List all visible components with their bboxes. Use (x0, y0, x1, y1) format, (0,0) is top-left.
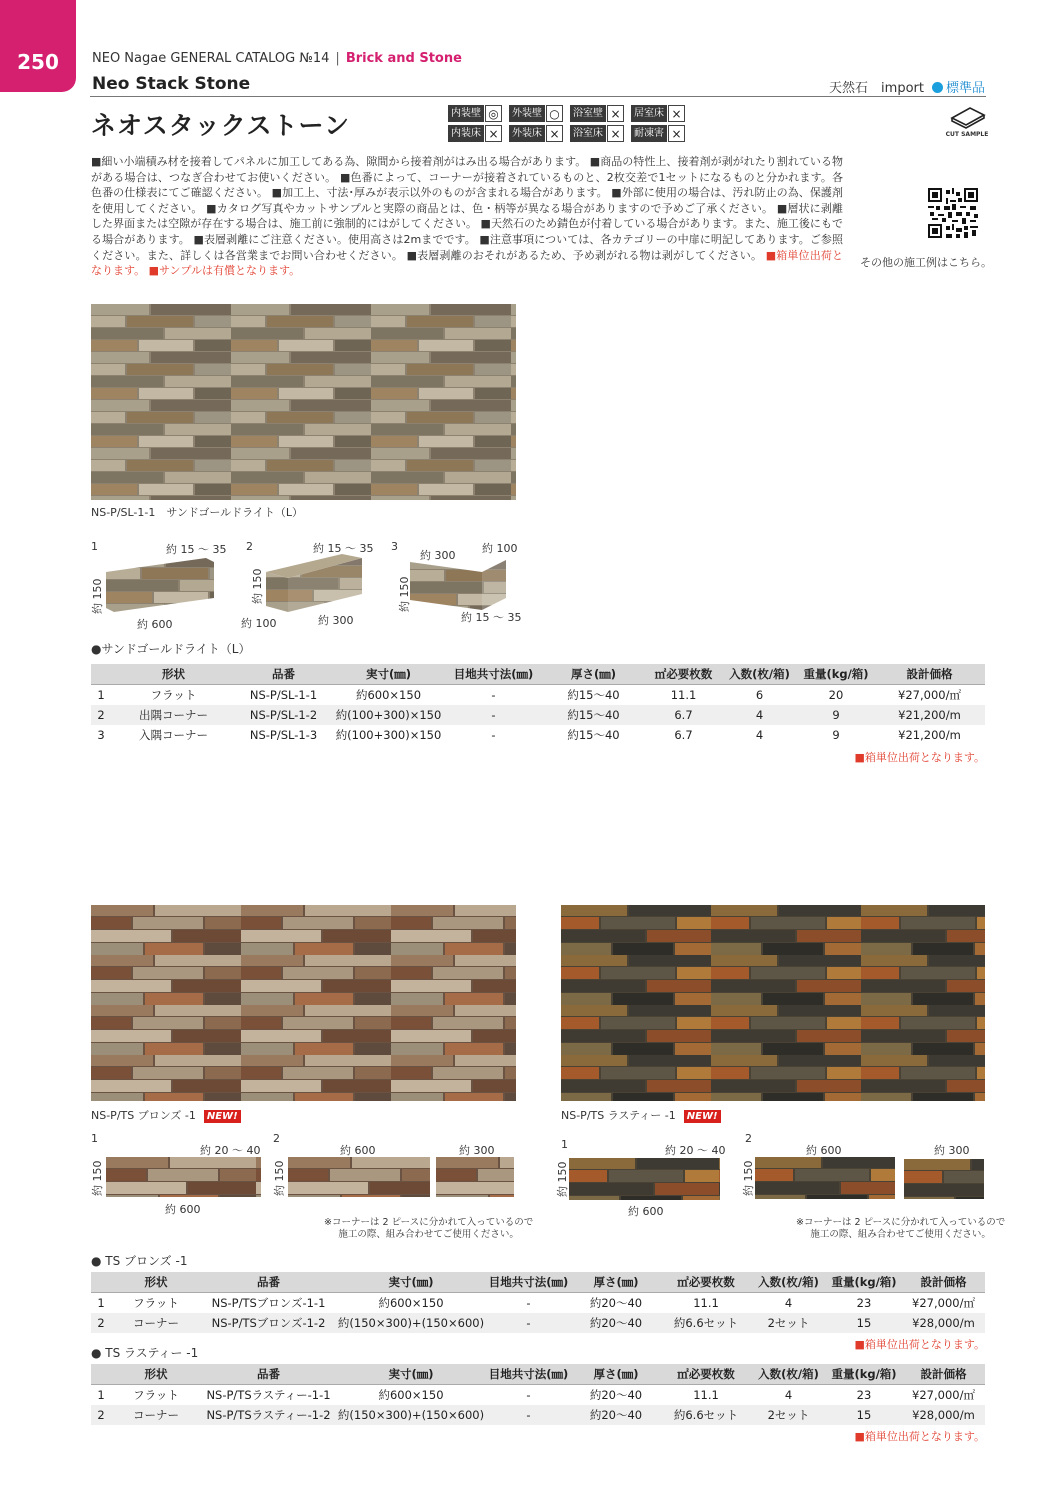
cell: 約6.6セット (661, 1313, 751, 1333)
product-title: ネオスタックストーン (91, 111, 351, 140)
header-weight: 重量(kg/箱) (826, 1364, 902, 1385)
cell: - (491, 688, 496, 702)
ts-bronze-caption (91, 1107, 241, 1123)
cell: ¥27,000/㎡ (898, 688, 961, 702)
qr-code-icon[interactable] (928, 188, 978, 238)
ts-rusty-item-2-image-short (904, 1159, 984, 1199)
cell: NS-P/TSラスティー-1-2 (201, 1405, 336, 1425)
cell: NS-P/TSブロンズ-1-2 (201, 1313, 336, 1333)
sl-item-2-long-side: 約 300 (318, 614, 354, 627)
cell: 約(150×300)+(150×600) (336, 1405, 486, 1425)
cell: 2 (91, 1313, 111, 1333)
cell: - (526, 1388, 531, 1402)
notes-text (91, 154, 843, 279)
cell: 6.7 (646, 705, 721, 725)
cell: 11.1 (693, 1296, 719, 1310)
cell: フラット (150, 688, 197, 702)
sl-photo-caption: NS-P/SL-1-1 サンドゴールドライト（L） (91, 506, 303, 519)
cell: 約20～40 (589, 1296, 643, 1310)
header-num (91, 1272, 111, 1293)
table-header-row (91, 1272, 985, 1293)
usage-label: 居室床 (631, 105, 667, 122)
cell: NS-P/TSラスティー-1-1 (206, 1388, 331, 1402)
cell: 約(150×300)+(150×600) (336, 1313, 486, 1333)
ts-rusty-photo (561, 905, 985, 1101)
cell: - (486, 1313, 571, 1333)
header-per-box: 入数(枚/箱) (751, 1272, 826, 1293)
usage-mark: × (668, 125, 685, 142)
cell: 1 (97, 688, 105, 702)
sl-main-photo (91, 304, 516, 500)
usage-mark: ○ (546, 105, 563, 122)
table-row (91, 1405, 985, 1425)
ts-bronze-item-1-height: 約 150 (91, 1160, 104, 1196)
cell: フラット (133, 1388, 179, 1402)
cell: 15 (826, 1313, 902, 1333)
cell: ¥27,000/㎡ (912, 1296, 975, 1310)
new-badge: NEW! (204, 1110, 241, 1123)
page-tab (0, 0, 76, 92)
usage-mark: × (607, 125, 624, 142)
ts-bronze-corner-note (324, 1217, 533, 1241)
usage-cell (570, 124, 630, 143)
cell: 4 (784, 1388, 793, 1402)
notes-box-shipping: ■箱単位出荷となります。 (91, 248, 843, 278)
usage-label: 内装床 (448, 125, 484, 142)
ts-bronze-item-2-long: 約 600 (340, 1144, 376, 1157)
ts-rusty-item-2-image-long (755, 1157, 895, 1199)
cell: ¥27,000/㎡ (912, 1388, 975, 1402)
header-thickness: 厚さ(㎜) (541, 664, 646, 685)
ts-bronze-item-1-thickness: 約 20 ～ 40 (200, 1144, 261, 1157)
standard-dot-icon (932, 82, 943, 93)
ts-bronze-item-2-short: 約 300 (459, 1144, 495, 1157)
product-type (829, 77, 985, 96)
usage-mark: × (607, 105, 624, 122)
header-size: 実寸(㎜) (331, 664, 446, 685)
header-price: 設計価格 (902, 1364, 985, 1385)
cell: 3 (97, 728, 105, 742)
ts-bronze-item-2-image-long (288, 1157, 430, 1197)
ts-bronze-shipping-note: ■箱単位出荷となります。 (854, 1338, 985, 1351)
ts-bronze-spec-table (91, 1272, 985, 1333)
table-row (91, 685, 985, 706)
header-per-sqm: ㎡必要枚数 (646, 664, 721, 685)
usage-cell (448, 104, 508, 123)
series-title: Neo Stack Stone (92, 74, 251, 94)
cell: 20 (828, 688, 844, 702)
usage-cell (448, 124, 508, 143)
cell: ¥21,200/m (874, 705, 985, 725)
cell: 約600×150 (355, 688, 422, 702)
ts-bronze-caption-text: NS-P/TS ブロンズ -1 (91, 1109, 196, 1122)
cell: 2セット (751, 1405, 826, 1425)
usage-label: 浴室壁 (570, 105, 606, 122)
cell: ¥28,000/m (902, 1405, 985, 1425)
title-divider (90, 96, 986, 97)
notes-body: ■細い小端積み材を接着してパネルに加工してある為、隙間から接着剤がはみ出る場合があります。 ■商品の特性上、接着剤が剥がれたり割れている物がある場合は、つなぎ合わせてお使いください。 ■色番によって、コーナーが接着されているものと、2枚交差で1セットになるものと分かれます。各色番の仕様表にてご確認ください。 ■加工上、寸法･厚みが表示以外のものが含まれる場合があります。 ■外部に使用の場合は、汚れ防止の為、保護剤を使用してください。 ■カタログ写真やカットサンプルと実際の商品とは、色・柄等が異なる場合がありますので予めご了承ください。 ■層状に剥離した界面または空隙が存在する場合は、施工前に強制的にはがしてください。 ■天然石のため錆色が付着している場合があります。また、施工後にもでる場合があります。 ■表層剥離にご注意ください。使用高さは2mまでです。 ■注意事項については、各カテゴリーの中扉に明記してあります。ご参照ください。また、詳しくは各営業までお問い合わせください。 ■表層剥離のおそれがあるため、予め剥がれる物は剥がしてください。 (91, 155, 843, 262)
header-thickness: 厚さ(㎜) (571, 1364, 661, 1385)
cell: 約600×150 (378, 1388, 444, 1402)
header-size: 実寸(㎜) (336, 1272, 486, 1293)
cell: コーナー (111, 1313, 201, 1333)
cell: 約20～40 (571, 1313, 661, 1333)
sl-item-2-thickness: 約 15 ～ 35 (313, 542, 374, 555)
cut-sample-label: CUT SAMPLE (945, 131, 989, 138)
usage-label: 耐凍害 (631, 125, 667, 142)
ts-rusty-item-2-short: 約 300 (934, 1144, 970, 1157)
cell: コーナー (111, 1405, 201, 1425)
cell: 23 (856, 1388, 872, 1402)
usage-label: 浴室床 (570, 125, 606, 142)
corner-note-line-1: ※コーナーは 2 ピースに分かれて入っているので (796, 1217, 1006, 1228)
cell: 2 (91, 1405, 111, 1425)
catalog-separator: | (335, 51, 340, 66)
cell: 4 (721, 705, 798, 725)
header-joint-size: 目地共寸法(㎜) (446, 664, 541, 685)
header-per-box: 入数(枚/箱) (751, 1364, 826, 1385)
cell: 約(100+300)×150 (331, 705, 446, 725)
category-link[interactable]: Brick and Stone (345, 51, 462, 66)
header-shape: 形状 (111, 1272, 201, 1293)
cell: - (446, 705, 541, 725)
usage-cell (509, 104, 569, 123)
cell: 6.7 (674, 728, 693, 742)
sl-item-1-length: 約 600 (137, 618, 173, 631)
ts-bronze-section-label: ● TS ブロンズ -1 (91, 1254, 188, 1268)
usage-cell (570, 104, 630, 123)
cell: 15 (826, 1405, 902, 1425)
cell: 2セット (751, 1313, 826, 1333)
table-row (91, 725, 985, 745)
sl-item-2-short-side: 約 100 (241, 617, 277, 630)
cell: NS-P/SL-1-3 (249, 728, 318, 742)
cell: 4 (784, 1296, 793, 1310)
usage-cell (631, 124, 691, 143)
ts-rusty-item-2-long: 約 600 (806, 1144, 842, 1157)
cell: - (526, 1296, 531, 1310)
ts-bronze-photo (91, 905, 516, 1101)
ts-rusty-item-1-height: 約 150 (556, 1161, 569, 1197)
header-code: 品番 (236, 664, 331, 685)
ts-rusty-caption (561, 1107, 721, 1123)
cell: NS-P/SL-1-1 (249, 688, 318, 702)
ts-rusty-caption-text: NS-P/TS ラスティー -1 (561, 1109, 676, 1122)
notes-sample-paid: ■サンプルは有償となります。 (148, 264, 301, 278)
cell: 入隅コーナー (139, 728, 208, 742)
usage-mark: × (485, 125, 502, 142)
qr-caption: その他の施工例はこちら。 (860, 256, 992, 269)
table-row (91, 1385, 985, 1406)
sl-item-1-height: 約 150 (91, 578, 104, 614)
ts-bronze-item-1-image (106, 1157, 261, 1197)
cell: 9 (798, 705, 874, 725)
ts-rusty-item-2-number: 2 (745, 1132, 752, 1145)
cell: 約20～40 (589, 1388, 643, 1402)
cell: 約6.6セット (661, 1405, 751, 1425)
usage-mark: × (546, 125, 563, 142)
cell: - (491, 728, 496, 742)
cell: 1 (97, 1296, 105, 1310)
sl-section-label: ●サンドゴールドライト（L） (91, 642, 251, 656)
cell: NS-P/TSブロンズ-1-1 (211, 1296, 326, 1310)
ts-bronze-item-1-number: 1 (91, 1132, 98, 1145)
corner-note-line-1: ※コーナーは 2 ピースに分かれて入っているので (324, 1217, 534, 1228)
cell: 11.1 (670, 688, 697, 702)
cell: 9 (832, 728, 840, 742)
header-code: 品番 (201, 1272, 336, 1293)
sl-item-2-image (266, 554, 362, 612)
sl-item-2-number: 2 (246, 540, 253, 553)
table-row (91, 705, 985, 725)
header-per-sqm: ㎡必要枚数 (661, 1364, 751, 1385)
cell: ¥21,200/m (898, 728, 961, 742)
sl-item-1-image (106, 556, 214, 612)
cell: - (486, 1405, 571, 1425)
ts-bronze-item-1-length: 約 600 (165, 1203, 201, 1216)
header-thickness: 厚さ(㎜) (571, 1272, 661, 1293)
ts-bronze-item-2-height: 約 150 (273, 1160, 286, 1196)
standard-label: 標準品 (945, 81, 985, 96)
ts-rusty-section-label: ● TS ラスティー -1 (91, 1346, 199, 1360)
header-num (91, 1364, 111, 1385)
cell: 11.1 (693, 1388, 719, 1402)
cell: 約15～40 (541, 705, 646, 725)
ts-rusty-item-1-number: 1 (561, 1138, 568, 1151)
sl-item-3-long-side: 約 300 (420, 549, 456, 562)
ts-rusty-shipping-note: ■箱単位出荷となります。 (854, 1430, 985, 1443)
header-shape: 形状 (111, 664, 236, 685)
cell: 約(100+300)×150 (335, 728, 442, 742)
ts-bronze-item-2-number: 2 (273, 1132, 280, 1145)
cell: 出隅コーナー (111, 705, 236, 725)
sl-item-3-height: 約 150 (398, 576, 411, 612)
corner-note-line-2: 施工の際、組み合わせてご使用ください。 (810, 1229, 991, 1240)
ts-bronze-item-2-image-short (436, 1157, 514, 1197)
material-type: 天然石 import (829, 81, 924, 96)
sl-item-3-number: 3 (391, 540, 398, 553)
sl-item-2-height: 約 150 (251, 568, 264, 604)
usage-grid (448, 104, 691, 143)
sl-item-3-thickness: 約 15 ～ 35 (461, 611, 522, 624)
catalog-line (92, 51, 462, 66)
cell: 23 (856, 1296, 872, 1310)
header-joint-size: 目地共寸法(㎜) (486, 1272, 571, 1293)
cell: 約600×150 (378, 1296, 444, 1310)
new-badge: NEW! (684, 1110, 721, 1123)
table-row (91, 1293, 985, 1314)
header-shape: 形状 (111, 1364, 201, 1385)
header-price: 設計価格 (902, 1272, 985, 1293)
cell: 約20～40 (571, 1405, 661, 1425)
usage-cell (631, 104, 691, 123)
header-weight: 重量(kg/箱) (798, 664, 874, 685)
sl-shipping-note: ■箱単位出荷となります。 (854, 751, 985, 764)
sl-spec-table (91, 664, 985, 745)
table-row (91, 1313, 985, 1333)
cell: フラット (133, 1296, 179, 1310)
cell: 約15～40 (567, 728, 620, 742)
header-num (91, 664, 111, 685)
corner-note-line-2: 施工の際、組み合わせてご使用ください。 (338, 1229, 519, 1240)
cell: 6 (755, 688, 764, 702)
table-header-row (91, 1364, 985, 1385)
header-size: 実寸(㎜) (336, 1364, 486, 1385)
cut-sample-icon (948, 104, 988, 134)
usage-label: 内装壁 (448, 105, 484, 122)
usage-mark: ◎ (485, 105, 502, 122)
ts-rusty-spec-table (91, 1364, 985, 1425)
header-joint-size: 目地共寸法(㎜) (486, 1364, 571, 1385)
header-price: 設計価格 (874, 664, 985, 685)
usage-label: 外装床 (509, 125, 545, 142)
cell: NS-P/SL-1-2 (236, 705, 331, 725)
usage-mark: × (668, 105, 685, 122)
sl-item-3-short-side: 約 100 (482, 542, 518, 555)
header-code: 品番 (201, 1364, 336, 1385)
table-header-row (91, 664, 985, 685)
sl-item-1-number: 1 (91, 540, 98, 553)
header-weight: 重量(kg/箱) (826, 1272, 902, 1293)
ts-rusty-item-1-length: 約 600 (628, 1205, 664, 1218)
ts-rusty-item-2-height: 約 150 (742, 1160, 755, 1196)
catalog-name: NEO Nagae GENERAL CATALOG №14 (92, 51, 330, 66)
header-per-box: 入数(枚/箱) (721, 664, 798, 685)
cell: 4 (755, 728, 764, 742)
ts-rusty-item-1-image (569, 1158, 720, 1200)
ts-rusty-corner-note (796, 1217, 1005, 1241)
ts-rusty-item-1-thickness: 約 20 ～ 40 (665, 1144, 726, 1157)
usage-cell (509, 124, 569, 143)
sl-item-3-image (410, 558, 514, 610)
sl-item-1-thickness: 約 15 ～ 35 (166, 543, 227, 556)
cell: 約15～40 (567, 688, 620, 702)
header-per-sqm: ㎡必要枚数 (661, 1272, 751, 1293)
cell: ¥28,000/m (902, 1313, 985, 1333)
cell: 2 (91, 705, 111, 725)
page-number: 250 (17, 50, 59, 74)
cell: 1 (97, 1388, 105, 1402)
usage-label: 外装壁 (509, 105, 545, 122)
